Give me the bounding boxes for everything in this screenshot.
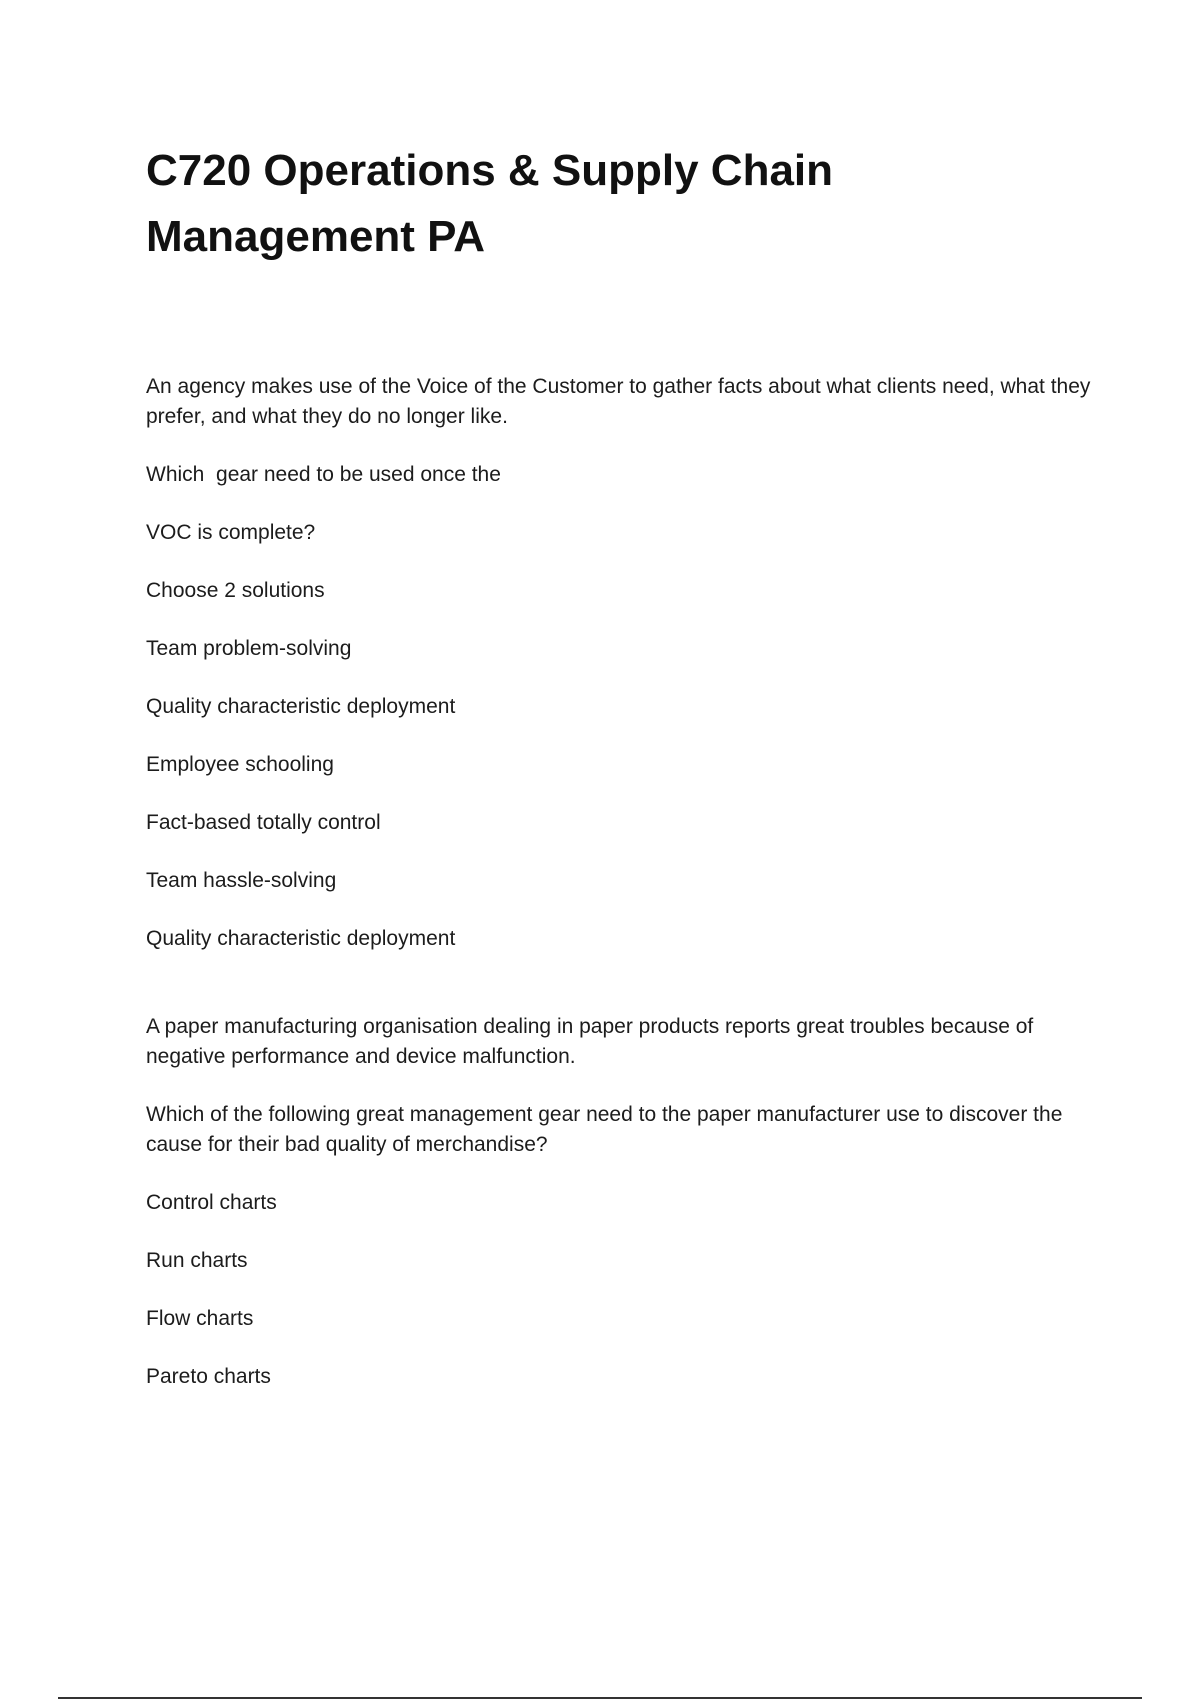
question-2-option: Pareto charts bbox=[146, 1365, 271, 1388]
question-1-option: Team problem-solving bbox=[146, 637, 352, 660]
question-1-option: Quality characteristic deployment bbox=[146, 695, 456, 718]
footer-divider bbox=[58, 1697, 1142, 1699]
question-2 bbox=[146, 1012, 1096, 1392]
question-1-option: Fact-based totally control bbox=[146, 811, 381, 834]
question-1-option: Employee schooling bbox=[146, 753, 334, 776]
question-2-option: Control charts bbox=[146, 1191, 277, 1214]
question-1-option: Team hassle-solving bbox=[146, 869, 337, 892]
document-body bbox=[146, 372, 1096, 1392]
question-2-option: Run charts bbox=[146, 1249, 248, 1272]
question-1-prompt-line-2: VOC is complete? bbox=[146, 521, 316, 544]
document-title: C720 Operations & Supply Chain Management PA bbox=[146, 146, 834, 261]
question-2-option: Flow charts bbox=[146, 1307, 254, 1330]
question-2-intro: A paper manufacturing organisation dealing in paper products reports great troubles because of negative performance and device malfunction. bbox=[146, 1015, 1034, 1068]
question-1-prompt-line-1: Which gear need to be used once the bbox=[146, 463, 501, 486]
question-1-option: Quality characteristic deployment bbox=[146, 927, 456, 950]
question-2-prompt: Which of the following great management gear need to the paper manufacturer use to discover the cause for their bad quality of merchandise? bbox=[146, 1103, 1063, 1156]
question-1 bbox=[146, 372, 1096, 954]
question-1-instruction: Choose 2 solutions bbox=[146, 579, 325, 602]
question-1-intro: An agency makes use of the Voice of the Customer to gather facts about what clients need, what they prefer, and what they do no longer like. bbox=[146, 375, 1091, 428]
